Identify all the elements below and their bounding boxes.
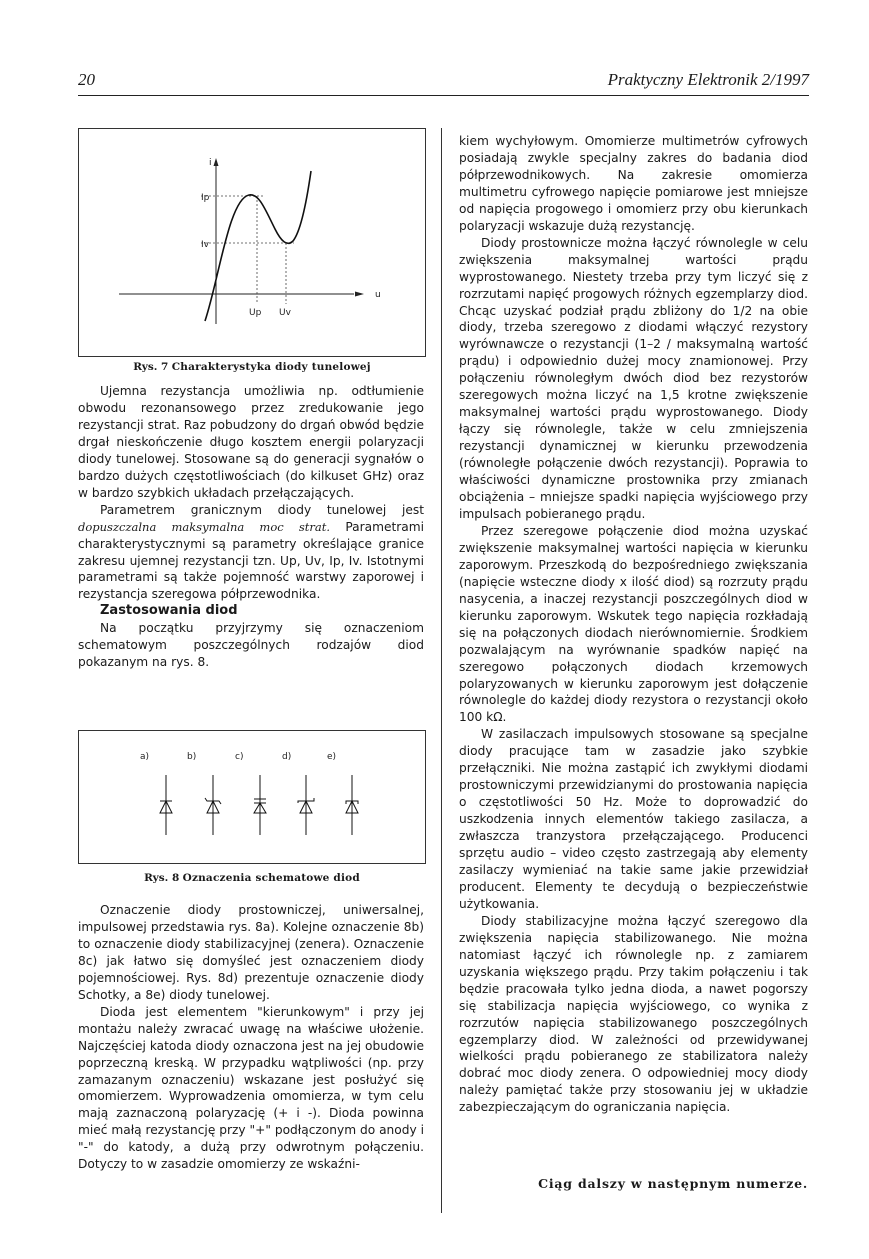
figure-8-caption: [78, 872, 426, 884]
uv-label: Uv: [279, 308, 291, 318]
x-axis-arrow-icon: [355, 292, 364, 297]
continued-notice: Ciąg dalszy w następnym numerze.: [538, 1176, 808, 1191]
figure-8-caption-text: Oznaczenia schematowe diod: [182, 872, 360, 884]
figure-7-caption: [78, 361, 426, 373]
page-header: [78, 70, 809, 94]
left-column-lower: [78, 902, 424, 1173]
left-paragraph-3: Na początku przyjrzymy się oznaczeniom schematowym poszczególnych rodzajów diod pokazanym na rys. 8.: [78, 621, 424, 670]
right-paragraph-3: Przez szeregowe połączenie diod można uzyskać zwiększenie maksymalnej wartości napięcia w kierunku zaporowym. Przeszkodą do bezpośredniego zwiększania (napięcie wsteczne diody x ilość diod) są rozrzuty prądu nasycenia, a inaczej rezystancji poszczególnych diod w kierunku zaporowym. Wskutek tego napięcia rozkładają się na połączonych diodach nierównomiernie. Środkiem pozwalającym na wyrównanie spadków napięć na szeregowo połączonych diodach krzemowych polaryzowanych w kierunku zaporowym jest dołączenie równolegle do każdej diody rezystora o rezystancji około 100 kΩ.: [459, 523, 808, 725]
diode-schottky-icon: [298, 775, 314, 835]
diode-tunnel-icon: [346, 775, 358, 835]
left-paragraph-2-part-b: Parametrami charakterystycznymi są parametry określające granice zakresu ujemnej rezystancji tzn. Up, Uv, Ip, Iv. Istotnymi parametrami są także pojemność warstwy zaporowej i rezystancja szeregowa półprzewodnika.: [78, 519, 424, 602]
characteristic-curve: [205, 171, 311, 321]
left-paragraph-2-emphasis: dopuszczalna maksymalna moc strat.: [78, 519, 330, 534]
ip-label: Ip: [201, 193, 210, 203]
right-paragraph-1: kiem wychyłowym. Omomierze multimetrów cyfrowych posiadają zwykle specjalny zakres do badania diod półprzewodnikowych. Na zakresie omomierza multimetru cyfrowego napięcie pomiarowe jest mniejsze od napięcia progowego i omomierz przy obu kierunkach polaryzacji wskazuje dużą rezystancję.: [459, 134, 808, 233]
diode-varicap-icon: [254, 775, 266, 835]
figure-8-diode-symbols: [78, 730, 426, 864]
left-paragraph-2-part-a: Parametrem granicznym diody tunelowej jest: [100, 502, 424, 517]
right-paragraph-4: W zasilaczach impulsowych stosowane są specjalne diody pracujące tam w zasadzie jako szybkie przełączniki. Nie można zastąpić ich zwykłymi diodami prostowniczymi przewidzianymi do prostowania napięcia o częstotliwości 50 Hz. Może to doprowadzić do uszkodzenia innych elementów takiego zasilacza, a zwłaszcza tranzystora przełączającego. Producenci sprzętu audio – video często zastrzegają aby elementy zasilaczy wymieniać na takie same jakie przewidział producent. Elementy te decydują o bezpieczeństwie użytkowania.: [459, 727, 808, 911]
column-divider: [441, 128, 442, 1213]
figure-7-caption-label: Rys. 7: [133, 361, 169, 373]
figure-7-tunnel-diode-characteristic: [78, 128, 426, 357]
symbol-label-b: b): [187, 752, 197, 762]
up-label: Up: [249, 308, 262, 318]
symbol-label-e: e): [327, 752, 337, 762]
figure-7-caption-text: Charakterystyka diody tunelowej: [171, 361, 371, 373]
right-paragraph-5: Diody stabilizacyjne można łączyć szeregowo dla zwiększenia napięcia stabilizowanego. Nie można natomiast łączyć ich równolegle np. z zamiarem uzyskania większego prądu. Przy takim połączeniu i tak będzie pracowała tylko jedna dioda, a nawet pogorszy się stabilizacja napięcia wyjściowego, co wynika z rozrzutów napięcia stabilizowanego poszczególnych egzemplarzy diod. W zależności od przewidywanej wielkości prądu pobieranego ze stabilizatora należy dobrać moc diody zenera. O odpowiedniej mocy diody należy pamiętać także przy stosowaniu jej w układzie zabezpieczającym do ograniczania napięcia.: [459, 913, 808, 1115]
tunnel-diode-graph: [79, 129, 425, 356]
symbol-label-a: a): [140, 752, 150, 762]
symbol-label-c: c): [235, 752, 244, 762]
figure-8-caption-label: Rys. 8: [144, 872, 180, 884]
right-paragraph-2: Diody prostownicze można łączyć równolegle w celu zwiększenia maksymalnej wartości prądu wyprostowanego. Niestety trzeba przy tym liczyć się z rozrzutami napięć progowych różnych egzemplarzy diod. Chcąc uzyskać podział prądu zbliżony do 1/2 na obie diody, trzeba szeregowo z diodami włączyć rezystory wyrównawcze o rezystancji (1–2 / maksymalną wartość prądu) i odpowiednio dużej mocy znamionowej. Przy połączeniu równoległym dwóch diod bez rezystorów szeregowych można liczyć na 1,5 krotne zwiększenie maksymalnej wartości prądu wyprostowanego. Diody łączy się równolegle, także w celu zmniejszenia rezystancji dynamicznej w kierunku przewodzenia (równoległe połączenie dwóch rezystancji). Poprawia to właściwości dynamiczne prostownika przy zmianach obciążenia – mniejsze spadki napięcia wyjściowego przy impulsach pobieranego prądu.: [459, 235, 808, 521]
header-rule: [78, 95, 809, 96]
diode-standard-icon: [160, 775, 172, 835]
y-axis-arrow-icon: [214, 158, 219, 166]
diode-symbols-graphic: [79, 731, 425, 863]
left-paragraph-2: [78, 502, 424, 604]
axis-i-label: i: [209, 158, 212, 168]
axis-u-label: u: [375, 290, 381, 300]
section-heading: Zastosowania diod: [100, 603, 238, 619]
page-number: 20: [78, 70, 95, 89]
right-column: [459, 133, 808, 1116]
diode-zener-icon: [205, 775, 221, 835]
left-column-upper: [78, 383, 424, 671]
left-paragraph-4: Oznaczenie diody prostowniczej, uniwersalnej, impulsowej przedstawia rys. 8a). Kolejne oznaczenie 8b) to oznaczenie diody stabilizacyjnej (zenera). Oznaczenie 8c) jak łatwo się domyśleć jest oznaczeniem diody pojemnościowej. Rys. 8d) prezentuje oznaczenie diody Schotky, a 8e) diody tunelowej.: [78, 903, 424, 1002]
left-paragraph-5: Dioda jest elementem "kierunkowym" i przy jej montażu należy zwracać uwagę na właściwe ułożenie. Najczęściej katoda diody oznaczona jest na jej obudowie poprzeczną kreską. W przypadku wątpliwości (np. przy zamazanym oznaczeniu) wskazane jest posłużyć się omomierzem. Wyprowadzenia omomierza, w tym celu mają zaznaczoną polaryzację (+ i -). Dioda powinna mieć małą rezystancję przy "+" podłączonym do anody i "-" do katody, a dużą przy odwrotnym połączeniu. Dotyczy to w zasadzie omomierzy ze wskaźni-: [78, 1004, 424, 1172]
journal-title: Praktyczny Elektronik 2/1997: [607, 70, 809, 89]
symbol-label-d: d): [282, 752, 292, 762]
left-paragraph-1: Ujemna rezystancja umożliwia np. odtłumienie obwodu rezonansowego przez zredukowanie jego rezystancji strat. Raz pobudzony do drgań obwód będzie drgał nieskończenie długo kosztem energii polaryzacji diody tunelowej. Stosowane są do generacji sygnałów o bardzo dużych częstotliwościach (do kilkuset GHz) oraz w bardzo szybkich układach przełączających.: [78, 384, 424, 500]
iv-label: Iv: [201, 240, 209, 250]
